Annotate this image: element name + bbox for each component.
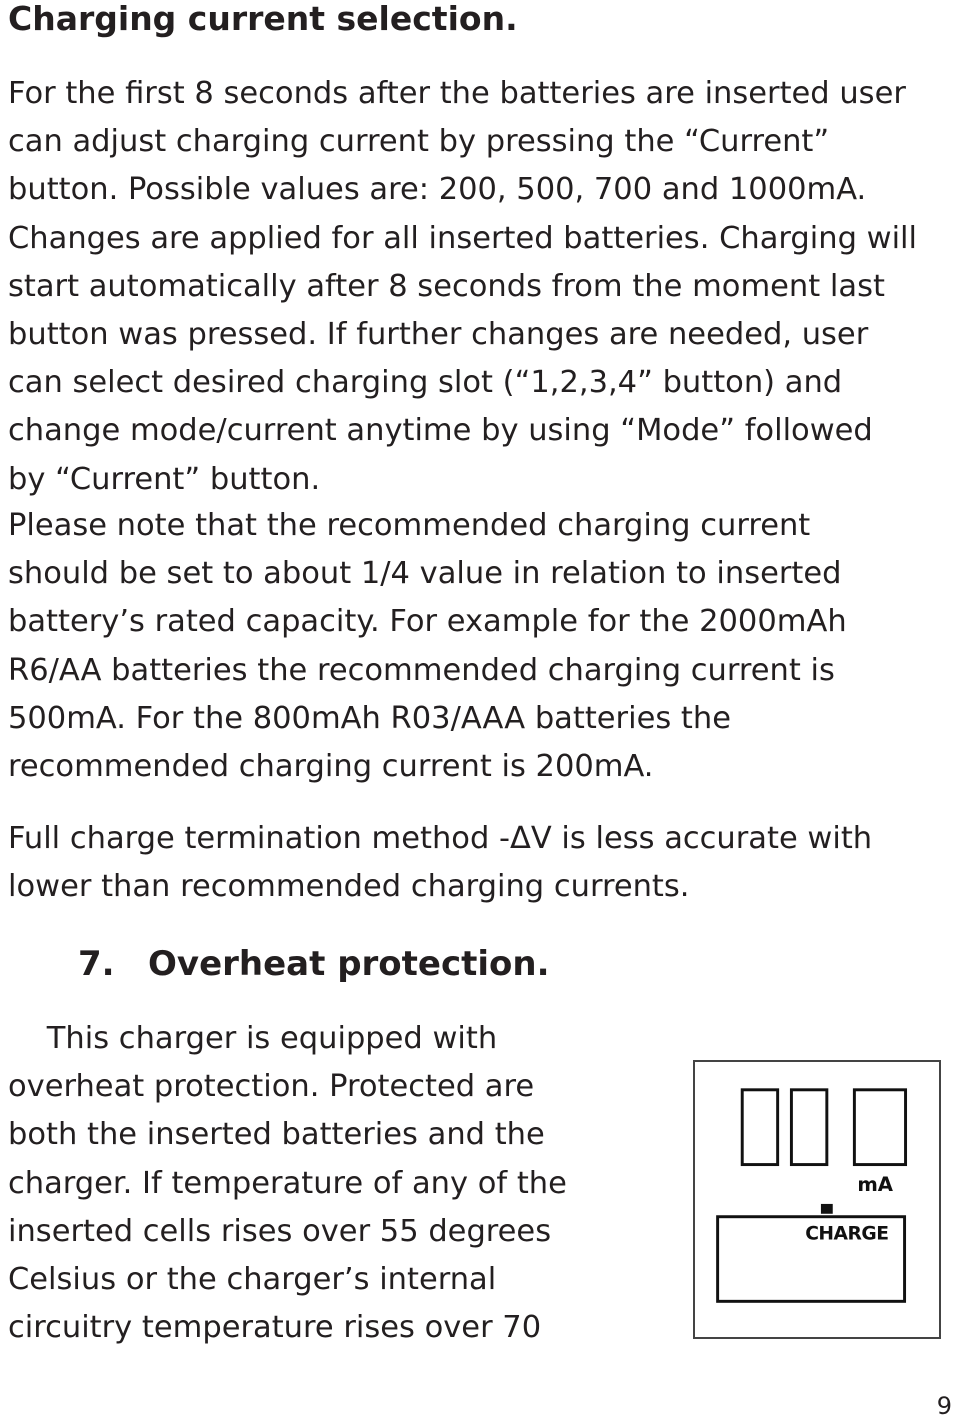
indicator-mark [821,1204,833,1214]
digit-outline [791,1090,826,1165]
paragraph-line: should be set to about 1/4 value in relation to inserted [8,556,842,592]
digit-outline [854,1090,905,1165]
paragraph-line: start automatically after 8 seconds from the moment last [8,268,885,304]
lcd-display-figure [693,1060,941,1339]
paragraph-line: change mode/current anytime by using “Mode” followed [8,413,873,449]
paragraph-line: inserted cells rises over 55 degrees [8,1213,552,1249]
paragraph-line: Celsius or the charger’s internal [8,1262,497,1298]
termination-paragraph [8,815,872,911]
current-selection-paragraph [8,70,917,504]
paragraph-line: circuitry temperature rises over 70 [8,1310,542,1346]
page-number: 9 [936,1392,952,1420]
paragraph-line: This charger is equipped with [8,1021,498,1056]
paragraph-line: charger. If temperature of any of the [8,1165,567,1201]
digit-outline [742,1090,777,1165]
overheat-paragraph [8,1015,567,1352]
section-heading: Charging current selection. [8,0,518,38]
paragraph-line: can select desired charging slot (“1,2,3,4” button) and [8,365,843,401]
paragraph-line: Changes are applied for all inserted batteries. Charging will [8,220,917,256]
paragraph-line: For the first 8 seconds after the batteries are inserted user [8,76,906,111]
paragraph-line: recommended charging current is 200mA. [8,749,654,785]
paragraph-line: can adjust charging current by pressing the “Current” [8,124,830,160]
paragraph-line: R6/AA batteries the recommended charging current is [8,652,835,688]
paragraph-line: both the inserted batteries and the [8,1117,545,1153]
paragraph-line: Full charge termination method -ΔV is less accurate with [8,821,873,856]
lcd-display-illustration [695,1062,939,1337]
paragraph-line: lower than recommended charging currents. [8,869,690,905]
overheat-heading [78,938,550,990]
section-number: 7. [78,944,115,984]
paragraph-line: button was pressed. If further changes are needed, user [8,317,869,353]
section-title: Overheat protection. [148,944,550,984]
unit-label: mA [857,1173,894,1197]
paragraph-line: overheat protection. Protected are [8,1069,535,1105]
recommendation-paragraph [8,502,847,791]
paragraph-line: Please note that the recommended charging current [8,508,811,543]
paragraph-line: button. Possible values are: 200, 500, 700 and 1000mA. [8,172,867,208]
paragraph-line: by “Current” button. [8,461,321,497]
charge-label: CHARGE [805,1223,889,1245]
paragraph-line: 500mA. For the 800mAh R03/AAA batteries the [8,700,731,736]
paragraph-line: battery’s rated capacity. For example for the 2000mAh [8,604,847,640]
